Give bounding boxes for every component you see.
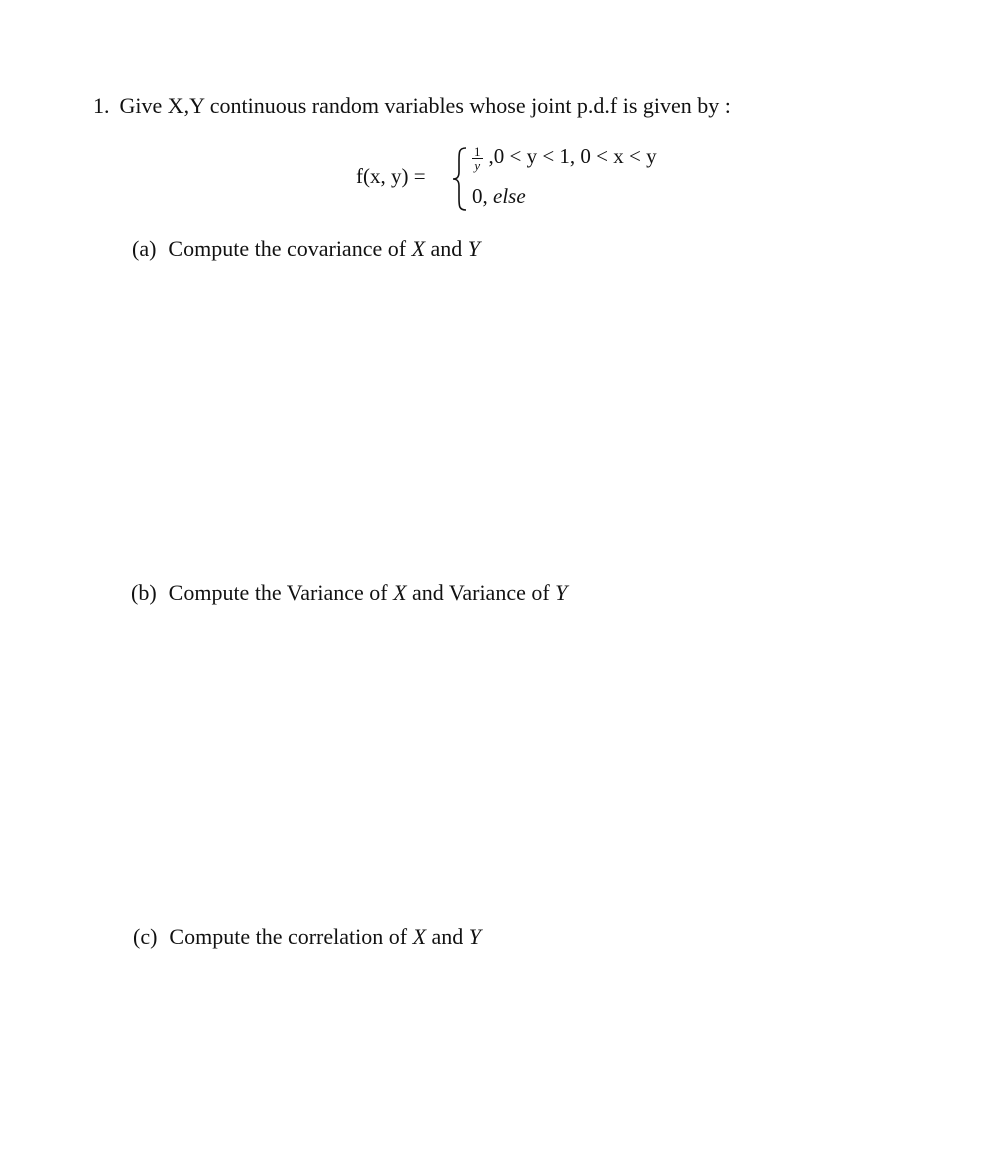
problem-number: 1. [93, 93, 110, 118]
subquestion-label: (c) [133, 924, 158, 949]
subquestion-text: Compute the correlation of [169, 924, 413, 949]
subquestion-b [131, 580, 567, 606]
fraction [472, 145, 483, 172]
subquestion-text: Compute the covariance of [168, 236, 412, 261]
problem-statement [93, 93, 731, 119]
case-2-value: 0, [472, 184, 493, 208]
subquestion-label: (b) [131, 580, 157, 605]
formula-case-1 [472, 144, 657, 172]
variable-x: X [412, 924, 427, 949]
subquestion-a [132, 236, 480, 262]
left-brace-icon [451, 146, 469, 212]
formula-case-2 [472, 184, 526, 209]
variable-x: X [411, 236, 426, 261]
fraction-numerator: 1 [474, 143, 481, 159]
subquestion-label: (a) [132, 236, 157, 261]
variable-y: Y [467, 236, 481, 261]
case-2-condition: else [493, 184, 526, 208]
subquestion-text: Compute the Variance of [168, 580, 394, 605]
problem-text: Give X,Y continuous random variables whose joint p.d.f is given by : [119, 93, 731, 118]
subquestion-c [133, 924, 481, 950]
variable-y: Y [468, 924, 482, 949]
subquestion-text-middle: and [425, 236, 468, 261]
fraction-denominator: y [474, 157, 481, 173]
case-1-condition: ,0 < y < 1, 0 < x < y [488, 144, 657, 168]
formula-lhs: f(x, y) = [356, 164, 426, 188]
variable-y: Y [555, 580, 568, 605]
subquestion-text-middle: and [426, 924, 469, 949]
subquestion-text-middle: and Variance of [406, 580, 556, 605]
variable-x: X [393, 580, 407, 605]
